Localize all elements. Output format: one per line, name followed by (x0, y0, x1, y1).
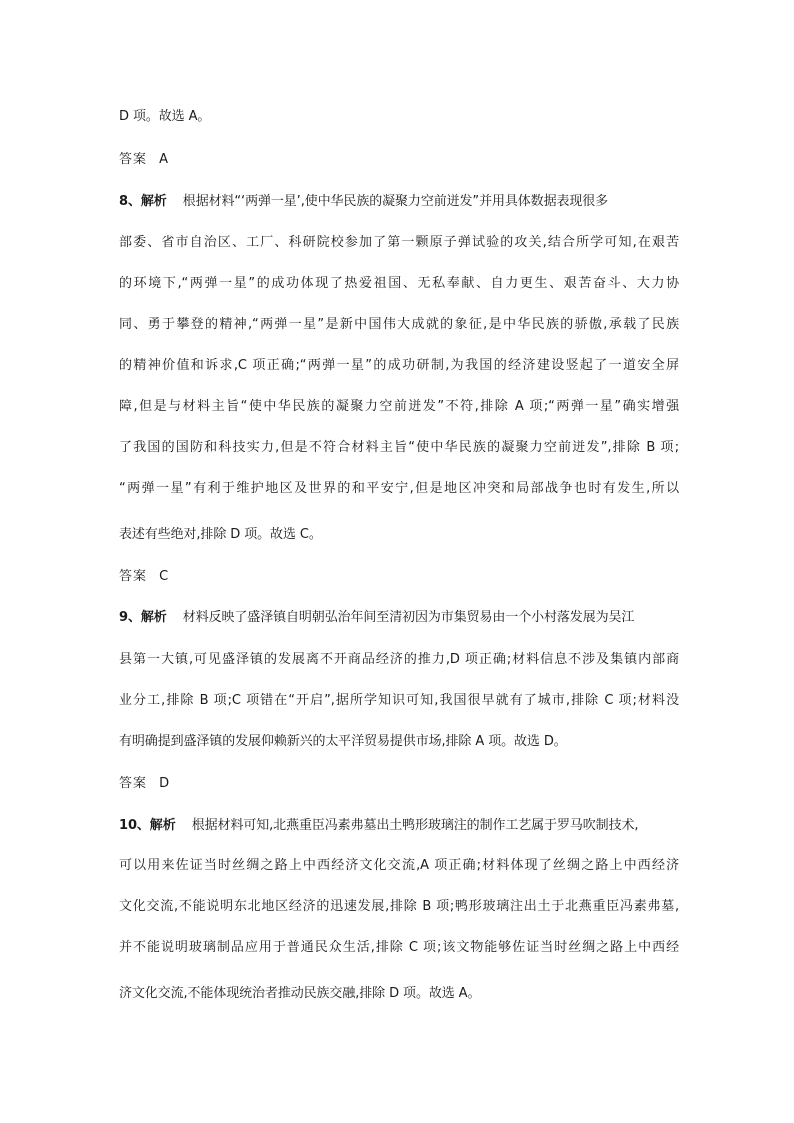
answer-value: A (159, 152, 168, 167)
explanation-line: 济文化交流,不能体现统治者推动民族交融,排除 D 项。故选 A。 (119, 986, 481, 1001)
answer-value: C (159, 569, 169, 584)
answer-value: D (159, 776, 170, 791)
explanation-line: 业分工,排除 B 项;C 项错在“开启”,据所学知识可知,我国很早就有了城市,排除 C 项;材料没 (119, 693, 679, 708)
answer-line-7 (119, 152, 679, 168)
analysis-tag: 、解析 (127, 610, 167, 625)
explanation-line: 的环境下,“两弹一星”的成功体现了热爱祖国、无私奉献、自力更生、艰苦奋斗、大力协 (119, 276, 679, 291)
analysis-tag: 、解析 (127, 194, 167, 209)
explanation-line: 同、勇于攀登的精神,“两弹一星”是新中国伟大成就的象征,是中华民族的骄傲,承载了民族 (119, 317, 679, 332)
question-number: 9 (119, 610, 128, 625)
explanation-line: 有明确提到盛泽镇的发展仰赖新兴的太平洋贸易提供市场,排除 A 项。故选 D。 (119, 734, 567, 749)
answer-label: 答案 (119, 569, 148, 584)
q9-first-line (119, 610, 679, 626)
explanation-line: 可以用来佐证当时丝绸之路上中西经济文化交流,A 项正确;材料体现了丝绸之路上中西经济 (119, 858, 679, 873)
explanation-line: 的精神价值和诉求,C 项正确;“两弹一星”的成功研制,为我国的经济建设竖起了一道安全屏 (119, 358, 679, 373)
explanation-text: 材料反映了盛泽镇自明朝弘治年间至清初因为市集贸易由一个小村落发展为吴江 (182, 610, 635, 625)
explanation-text: 根据材料“‘两弹一星’,使中华民族的凝聚力空前迸发”并用具体数据表现很多 (182, 194, 609, 209)
explanation-line: 并不能说明玻璃制品应用于普通民众生活,排除 C 项;该文物能够佐证当时丝绸之路上中西经 (119, 940, 679, 955)
question-number: 10 (119, 818, 137, 833)
answer-label: 答案 (119, 776, 148, 791)
explanation-line: “两弹一星”有利于维护地区及世界的和平安宁,但是地区冲突和局部战争也时有发生,所以 (119, 481, 679, 496)
explanation-line: 部委、省市自治区、工厂、科研院校参加了第一颗原子弹试验的攻关,结合所学可知,在艰苦 (119, 235, 679, 250)
explanation-line: 文化交流,不能说明东北地区经济的迅速发展,排除 B 项;鸭形玻璃注出土于北燕重臣冯素弗墓, (119, 899, 679, 914)
answer-line-8 (119, 569, 679, 585)
answer-label: 答案 (119, 152, 148, 167)
q10-first-line (119, 818, 679, 834)
explanation-text: 根据材料可知,北燕重臣冯素弗墓出土鸭形玻璃注的制作工艺属于罗马吹制技术, (191, 818, 639, 833)
explanation-line: 县第一大镇,可见盛泽镇的发展离不开商品经济的推力,D 项正确;材料信息不涉及集镇内部商 (119, 652, 679, 667)
q8-first-line (119, 194, 679, 210)
question-number: 8 (119, 194, 128, 209)
explanation-line: 障,但是与材料主旨“使中华民族的凝聚力空前迸发”不符,排除 A 项;“两弹一星”确实增强 (119, 399, 679, 414)
continued-explanation-line: D 项。故选 A。 (119, 109, 211, 124)
answer-line-9 (119, 776, 679, 792)
analysis-tag: 、解析 (136, 818, 176, 833)
explanation-line: 表述有些绝对,排除 D 项。故选 C。 (119, 527, 322, 542)
explanation-line: 了我国的国防和科技实力,但是不符合材料主旨“使中华民族的凝聚力空前迸发”,排除 B 项; (119, 440, 679, 455)
